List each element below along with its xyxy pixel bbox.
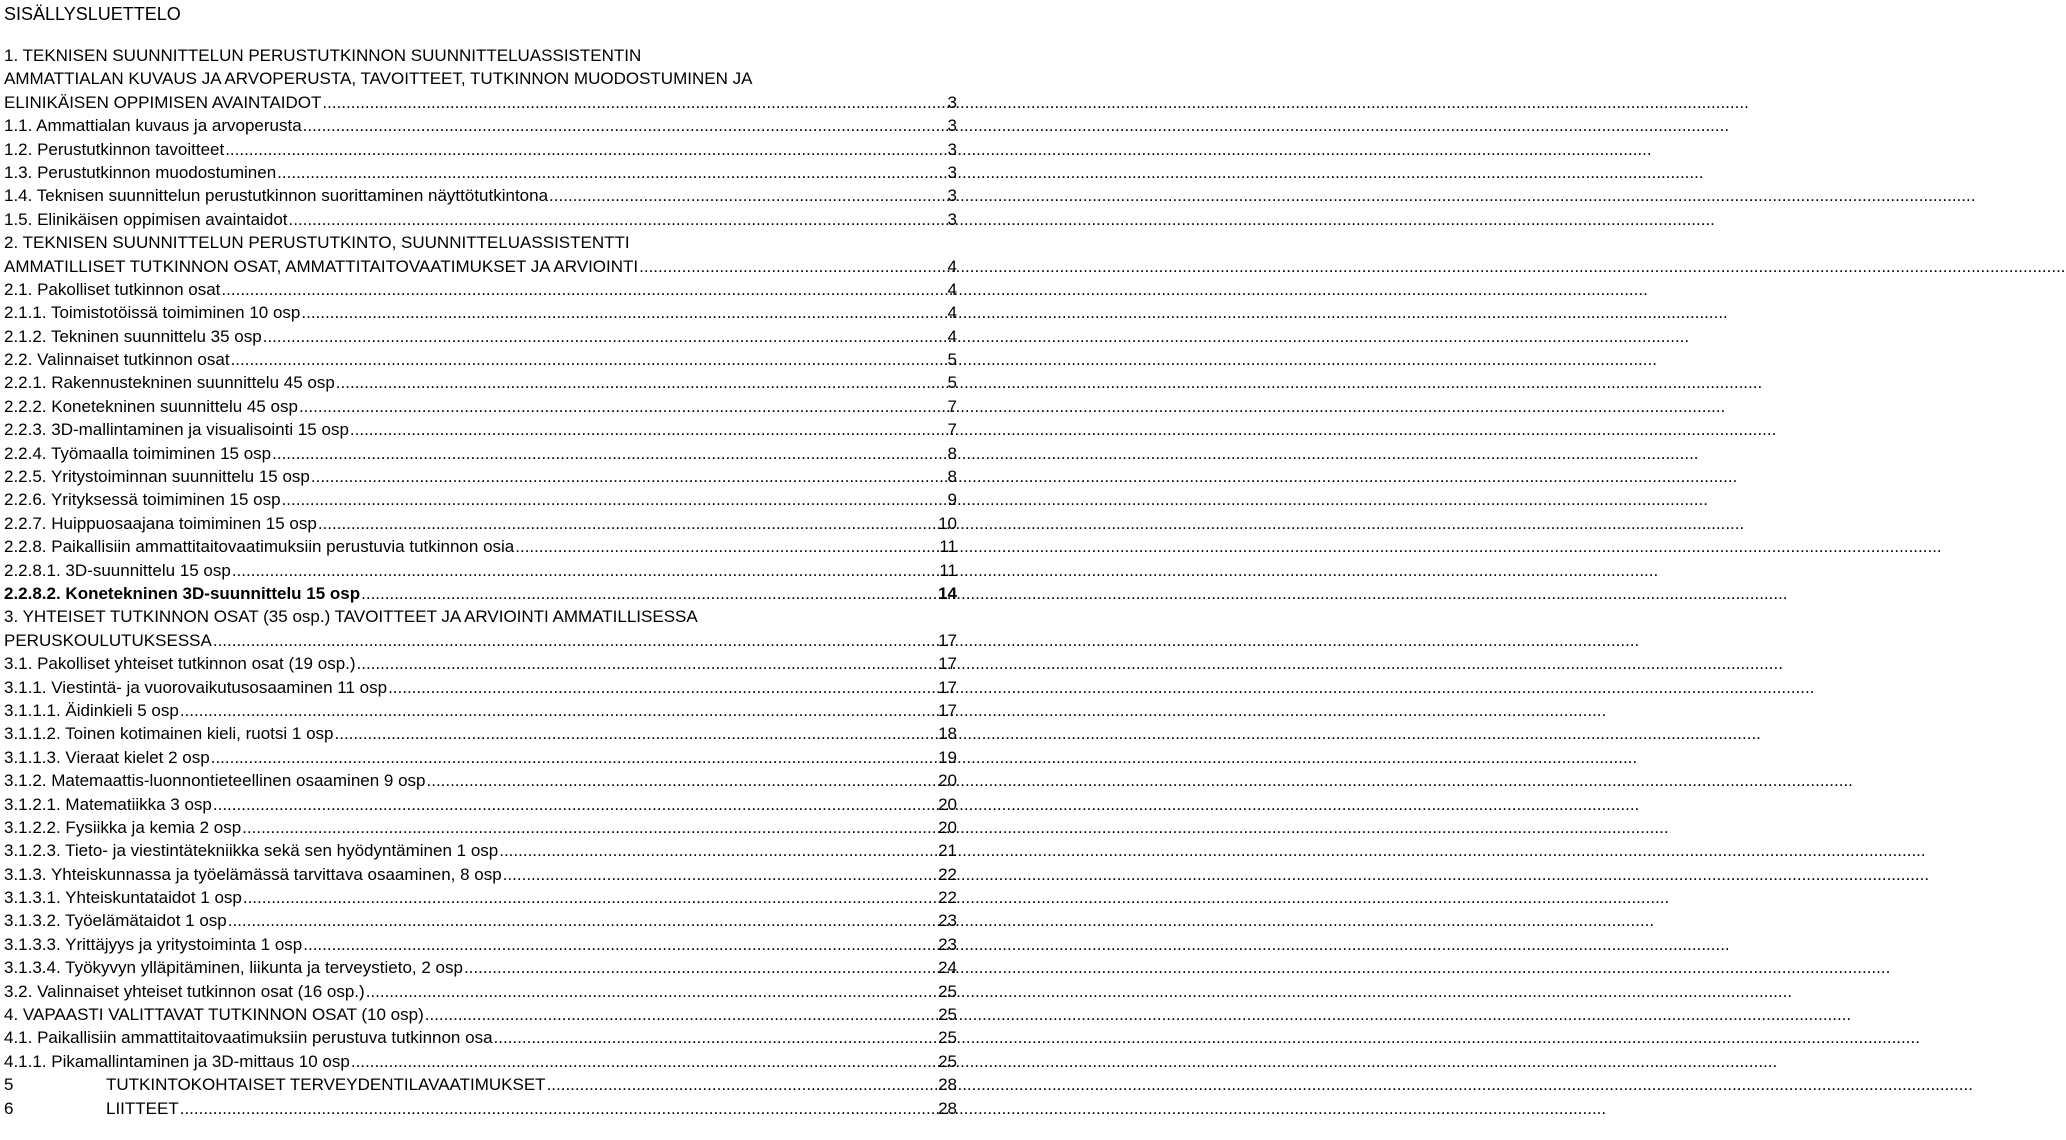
toc-entry-label: 3.1.3.3. Yrittäjyys ja yritystoiminta 1 osp (4, 934, 303, 954)
dot-leader (388, 676, 937, 699)
dot-leader (243, 886, 937, 909)
toc-entry-label: 2.2.1. Rakennustekninen suunnittelu 45 osp (4, 373, 335, 393)
toc-entry-page-number: 3 (947, 186, 957, 206)
dot-leader (351, 1050, 937, 1073)
toc-entry-page-number: 14 (938, 583, 957, 603)
toc-entry-page-number: 4 (947, 326, 957, 346)
toc-entry-label: 3.1.2.2. Fysiikka ja kemia 2 osp (4, 817, 242, 837)
toc-entry-label: 2.1.1. Toimistotöissä toimiminen 10 osp (4, 303, 301, 323)
toc-entry[interactable] (0, 371, 960, 394)
toc-entry-label: 3.1.2. Matemaattis-luonnontieteellinen osaaminen 9 osp (4, 771, 426, 791)
table-of-contents (0, 44, 960, 1120)
toc-entry-page-number: 25 (938, 1051, 957, 1071)
toc-entry-label: 2.2.8.2. Konetekninen 3D-suunnittelu 15 osp (4, 583, 361, 603)
toc-entry-label: 4.1.1. Pikamallintaminen ja 3D-mittaus 10 osp (4, 1051, 350, 1071)
toc-entry-page-number: 22 (938, 888, 957, 908)
toc-entry-page-number: 21 (938, 841, 957, 861)
toc-entry[interactable] (0, 956, 960, 979)
toc-entry-label: PERUSKOULUTUKSESSA (4, 630, 212, 650)
toc-entry[interactable] (0, 114, 960, 137)
toc-entry[interactable] (0, 138, 960, 161)
toc-entry-label: 3.1.3. Yhteiskunnassa ja työelämässä tarvittava osaaminen, 8 osp (4, 864, 502, 884)
dot-leader (427, 769, 938, 792)
toc-entry[interactable] (0, 231, 960, 278)
toc-entry-page-number: 28 (938, 1075, 957, 1095)
dot-leader (228, 909, 937, 932)
toc-entry-label: 6 LIITTEET (4, 1097, 179, 1120)
toc-entry-page-number: 17 (938, 630, 957, 650)
toc-entry-page-number: 17 (938, 677, 957, 697)
toc-entry-label: 5 TUTKINTOKOHTAISET TERVEYDENTILAVAATIMUKSET (4, 1073, 546, 1096)
dot-leader (180, 699, 937, 722)
toc-entry-page-number: 3 (947, 116, 957, 136)
toc-entry-page-number: 3 (947, 209, 957, 229)
dot-leader (639, 255, 946, 278)
toc-entry-label: 3.2. Valinnaiset yhteiset tutkinnon osat (16 osp.) (4, 981, 365, 1001)
dot-leader (335, 722, 938, 745)
toc-entry-page-number: 28 (938, 1098, 957, 1118)
toc-entry-label: 3.1.1. Viestintä- ja vuorovaikutusosaaminen 11 osp (4, 677, 388, 697)
dot-leader (549, 184, 946, 207)
toc-entry-label: 2.2.3. 3D-mallintaminen ja visualisointi 15 osp (4, 420, 349, 440)
dot-leader (289, 208, 947, 231)
toc-entry[interactable] (0, 184, 960, 207)
toc-entry[interactable] (0, 816, 960, 839)
dot-leader (357, 652, 938, 675)
toc-entry-page-number: 25 (938, 981, 957, 1001)
toc-entry[interactable] (0, 980, 960, 1003)
toc-entry-page-number: 5 (947, 350, 957, 370)
toc-entry[interactable] (0, 793, 960, 816)
toc-entry[interactable] (0, 746, 960, 769)
toc-entry[interactable] (0, 652, 960, 675)
toc-entry[interactable] (0, 418, 960, 441)
toc-entry-label: 2.2.8.1. 3D-suunnittelu 15 osp (4, 560, 231, 580)
toc-entry-label: 3.1.1.2. Toinen kotimainen kieli, ruotsi 1 osp (4, 724, 334, 744)
toc-entry[interactable] (0, 605, 960, 652)
toc-entry-label: 2.2.7. Huippuosaajana toimiminen 15 osp (4, 513, 317, 533)
toc-entry-heading-line: 1. TEKNISEN SUUNNITTELUN PERUSTUTKINNON SUUNNITTELUASSISTENTIN (4, 46, 642, 65)
toc-entry[interactable] (0, 161, 960, 184)
dot-leader (322, 91, 946, 114)
dot-leader (503, 863, 937, 886)
toc-entry-page-number: 19 (938, 747, 957, 767)
toc-entry-page-number: 11 (939, 537, 957, 557)
toc-entry-page-number: 24 (938, 958, 957, 978)
dot-leader (350, 418, 947, 441)
toc-entry-label: 3.1.2.3. Tieto- ja viestintätekniikka sekä sen hyödyntäminen 1 osp (4, 841, 499, 861)
toc-entry-page-number: 4 (947, 279, 957, 299)
dot-leader (361, 582, 937, 605)
toc-entry-page-number: 4 (947, 256, 957, 276)
dot-leader (336, 371, 947, 394)
toc-entry-label: AMMATILLISET TUTKINNON OSAT, AMMATTITAITOVAATIMUKSET JA ARVIOINTI (4, 256, 639, 276)
toc-entry[interactable] (0, 839, 960, 862)
toc-entry[interactable] (0, 1097, 960, 1120)
toc-entry[interactable] (0, 699, 960, 722)
toc-entry[interactable] (0, 208, 960, 231)
toc-entry[interactable] (0, 886, 960, 909)
dot-leader (232, 559, 939, 582)
toc-entry-label: 2.2.8. Paikallisiin ammattitaitovaatimuksiin perustuvia tutkinnon osia (4, 537, 515, 557)
toc-entry-label: 3.1.3.4. Työkyvyn ylläpitäminen, liikunta ja terveystieto, 2 osp (4, 958, 463, 978)
toc-entry-page-number: 4 (947, 303, 957, 323)
toc-entry-label: 3.1.3.1. Yhteiskuntataidot 1 osp (4, 888, 242, 908)
toc-entry[interactable] (0, 442, 960, 465)
toc-entry-heading-line: 3. YHTEISET TUTKINNON OSAT (35 osp.) TAVOITTEET JA ARVIOINTI AMMATILLISESSA (4, 607, 698, 627)
dot-leader (303, 114, 947, 137)
toc-entry-label: 1.5. Elinikäisen oppimisen avaintaidot (4, 209, 288, 229)
dot-leader (277, 161, 946, 184)
toc-entry[interactable] (0, 488, 960, 511)
page-title: SISÄLLYSLUETTELO (4, 4, 181, 24)
toc-entry[interactable] (0, 1073, 960, 1096)
toc-entry-page-number: 3 (947, 139, 957, 159)
toc-entry-page-number: 3 (947, 92, 957, 112)
toc-entry-page-number: 23 (938, 911, 957, 931)
toc-entry[interactable] (0, 348, 960, 371)
toc-entry-label: ELINIKÄISEN OPPIMISEN AVAINTAIDOT (4, 92, 322, 112)
toc-entry[interactable] (0, 559, 960, 582)
toc-entry[interactable] (0, 909, 960, 932)
dot-leader (366, 980, 937, 1003)
toc-entry-label: 2.1. Pakolliset tutkinnon osat (4, 279, 221, 299)
toc-entry[interactable] (0, 933, 960, 956)
toc-entry-label: 1.3. Perustutkinnon muodostuminen (4, 162, 277, 182)
dot-leader (499, 839, 937, 862)
toc-entry[interactable] (0, 301, 960, 324)
toc-entry-page-number: 22 (938, 864, 957, 884)
toc-entry-label: 2.2.4. Työmaalla toimiminen 15 osp (4, 443, 272, 463)
toc-entry-heading-line: 2. TEKNISEN SUUNNITTELUN PERUSTUTKINTO, SUUNNITTELUASSISTENTTI (4, 233, 630, 253)
dot-leader (211, 746, 937, 769)
toc-entry-label: 3.1.1.3. Vieraat kielet 2 osp (4, 747, 210, 767)
toc-entry-page-number: 25 (938, 1005, 957, 1025)
dot-leader (515, 535, 938, 558)
toc-entry-label: 2.2.5. Yritystoiminnan suunnittelu 15 osp (4, 467, 310, 487)
toc-entry-page-number: 7 (947, 420, 957, 440)
toc-entry-page-number: 8 (947, 467, 957, 487)
dot-leader (301, 301, 946, 324)
toc-entry[interactable] (0, 676, 960, 699)
dot-leader (221, 278, 946, 301)
toc-entry-page-number: 7 (947, 396, 957, 416)
toc-entry-page-number: 3 (947, 162, 957, 182)
toc-entry-page-number: 25 (938, 1028, 957, 1048)
toc-entry-label: 1.2. Perustutkinnon tavoitteet (4, 139, 225, 159)
toc-entry-page-number: 18 (938, 724, 957, 744)
toc-entry-label: 2.2. Valinnaiset tutkinnon osat (4, 350, 230, 370)
toc-entry-label: 4.1. Paikallisiin ammattitaitovaatimuksiin perustuva tutkinnon osa (4, 1028, 493, 1048)
toc-entry[interactable] (0, 1003, 960, 1026)
dot-leader (225, 138, 946, 161)
dot-leader (303, 933, 937, 956)
dot-leader (494, 1026, 938, 1049)
toc-entry-label: 2.1.2. Tekninen suunnittelu 35 osp (4, 326, 262, 346)
dot-leader (242, 816, 937, 839)
dot-leader (231, 348, 947, 371)
toc-entry-page-number: 11 (939, 560, 957, 580)
toc-entry-label: 1.1. Ammattialan kuvaus ja arvoperusta (4, 116, 302, 136)
dot-leader (213, 793, 937, 816)
toc-entry-number: 6 (4, 1098, 14, 1118)
toc-entry-page-number: 17 (938, 700, 957, 720)
toc-entry-page-number: 20 (938, 794, 957, 814)
toc-entry-page-number: 20 (938, 817, 957, 837)
toc-entry[interactable] (0, 582, 960, 605)
toc-entry-label: 3.1. Pakolliset yhteiset tutkinnon osat (19 osp.) (4, 654, 356, 674)
toc-entry[interactable] (0, 512, 960, 535)
dot-leader (299, 395, 947, 418)
toc-entry-page-number: 17 (938, 654, 957, 674)
toc-entry[interactable] (0, 1050, 960, 1073)
toc-entry-label: 2.2.2. Konetekninen suunnittelu 45 osp (4, 396, 298, 416)
toc-entry-label: 4. VAPAASTI VALITTAVAT TUTKINNON OSAT (10 osp) (4, 1005, 424, 1025)
toc-entry-label: 1.4. Teknisen suunnittelun perustutkinnon suorittaminen näyttötutkintona (4, 186, 549, 206)
toc-entry-label: 3.1.3.2. Työelämätaidot 1 osp (4, 911, 227, 931)
dot-leader (213, 629, 937, 652)
dot-leader (464, 956, 937, 979)
toc-entry-heading-line: AMMATTIALAN KUVAUS JA ARVOPERUSTA, TAVOITTEET, TUTKINNON MUODOSTUMINEN JA (4, 69, 753, 89)
toc-entry[interactable] (0, 722, 960, 745)
toc-entry-page-number: 10 (938, 513, 957, 533)
toc-entry[interactable] (0, 325, 960, 348)
dot-leader (425, 1003, 937, 1026)
toc-entry[interactable] (0, 395, 960, 418)
dot-leader (311, 465, 947, 488)
toc-entry-label: 3.1.1.1. Äidinkieli 5 osp (4, 700, 179, 720)
toc-entry-number: 5 (4, 1075, 14, 1095)
toc-entry[interactable] (0, 465, 960, 488)
toc-entry[interactable] (0, 863, 960, 886)
toc-entry-label: 2.2.6. Yrityksessä toimiminen 15 osp (4, 490, 281, 510)
dot-leader (318, 512, 937, 535)
toc-entry[interactable] (0, 44, 960, 114)
toc-entry[interactable] (0, 278, 960, 301)
dot-leader (547, 1073, 938, 1096)
toc-page (0, 0, 960, 1140)
dot-leader (180, 1097, 937, 1120)
toc-entry[interactable] (0, 1026, 960, 1049)
toc-entry[interactable] (0, 535, 960, 558)
toc-entry-page-number: 20 (938, 771, 957, 791)
toc-entry-page-number: 5 (947, 373, 957, 393)
dot-leader (282, 488, 947, 511)
dot-leader (272, 442, 946, 465)
toc-entry-page-number: 9 (947, 490, 957, 510)
toc-entry-label: 3.1.2.1. Matematiikka 3 osp (4, 794, 212, 814)
toc-entry[interactable] (0, 769, 960, 792)
toc-entry-page-number: 8 (947, 443, 957, 463)
toc-entry-page-number: 23 (938, 934, 957, 954)
dot-leader (263, 325, 947, 348)
